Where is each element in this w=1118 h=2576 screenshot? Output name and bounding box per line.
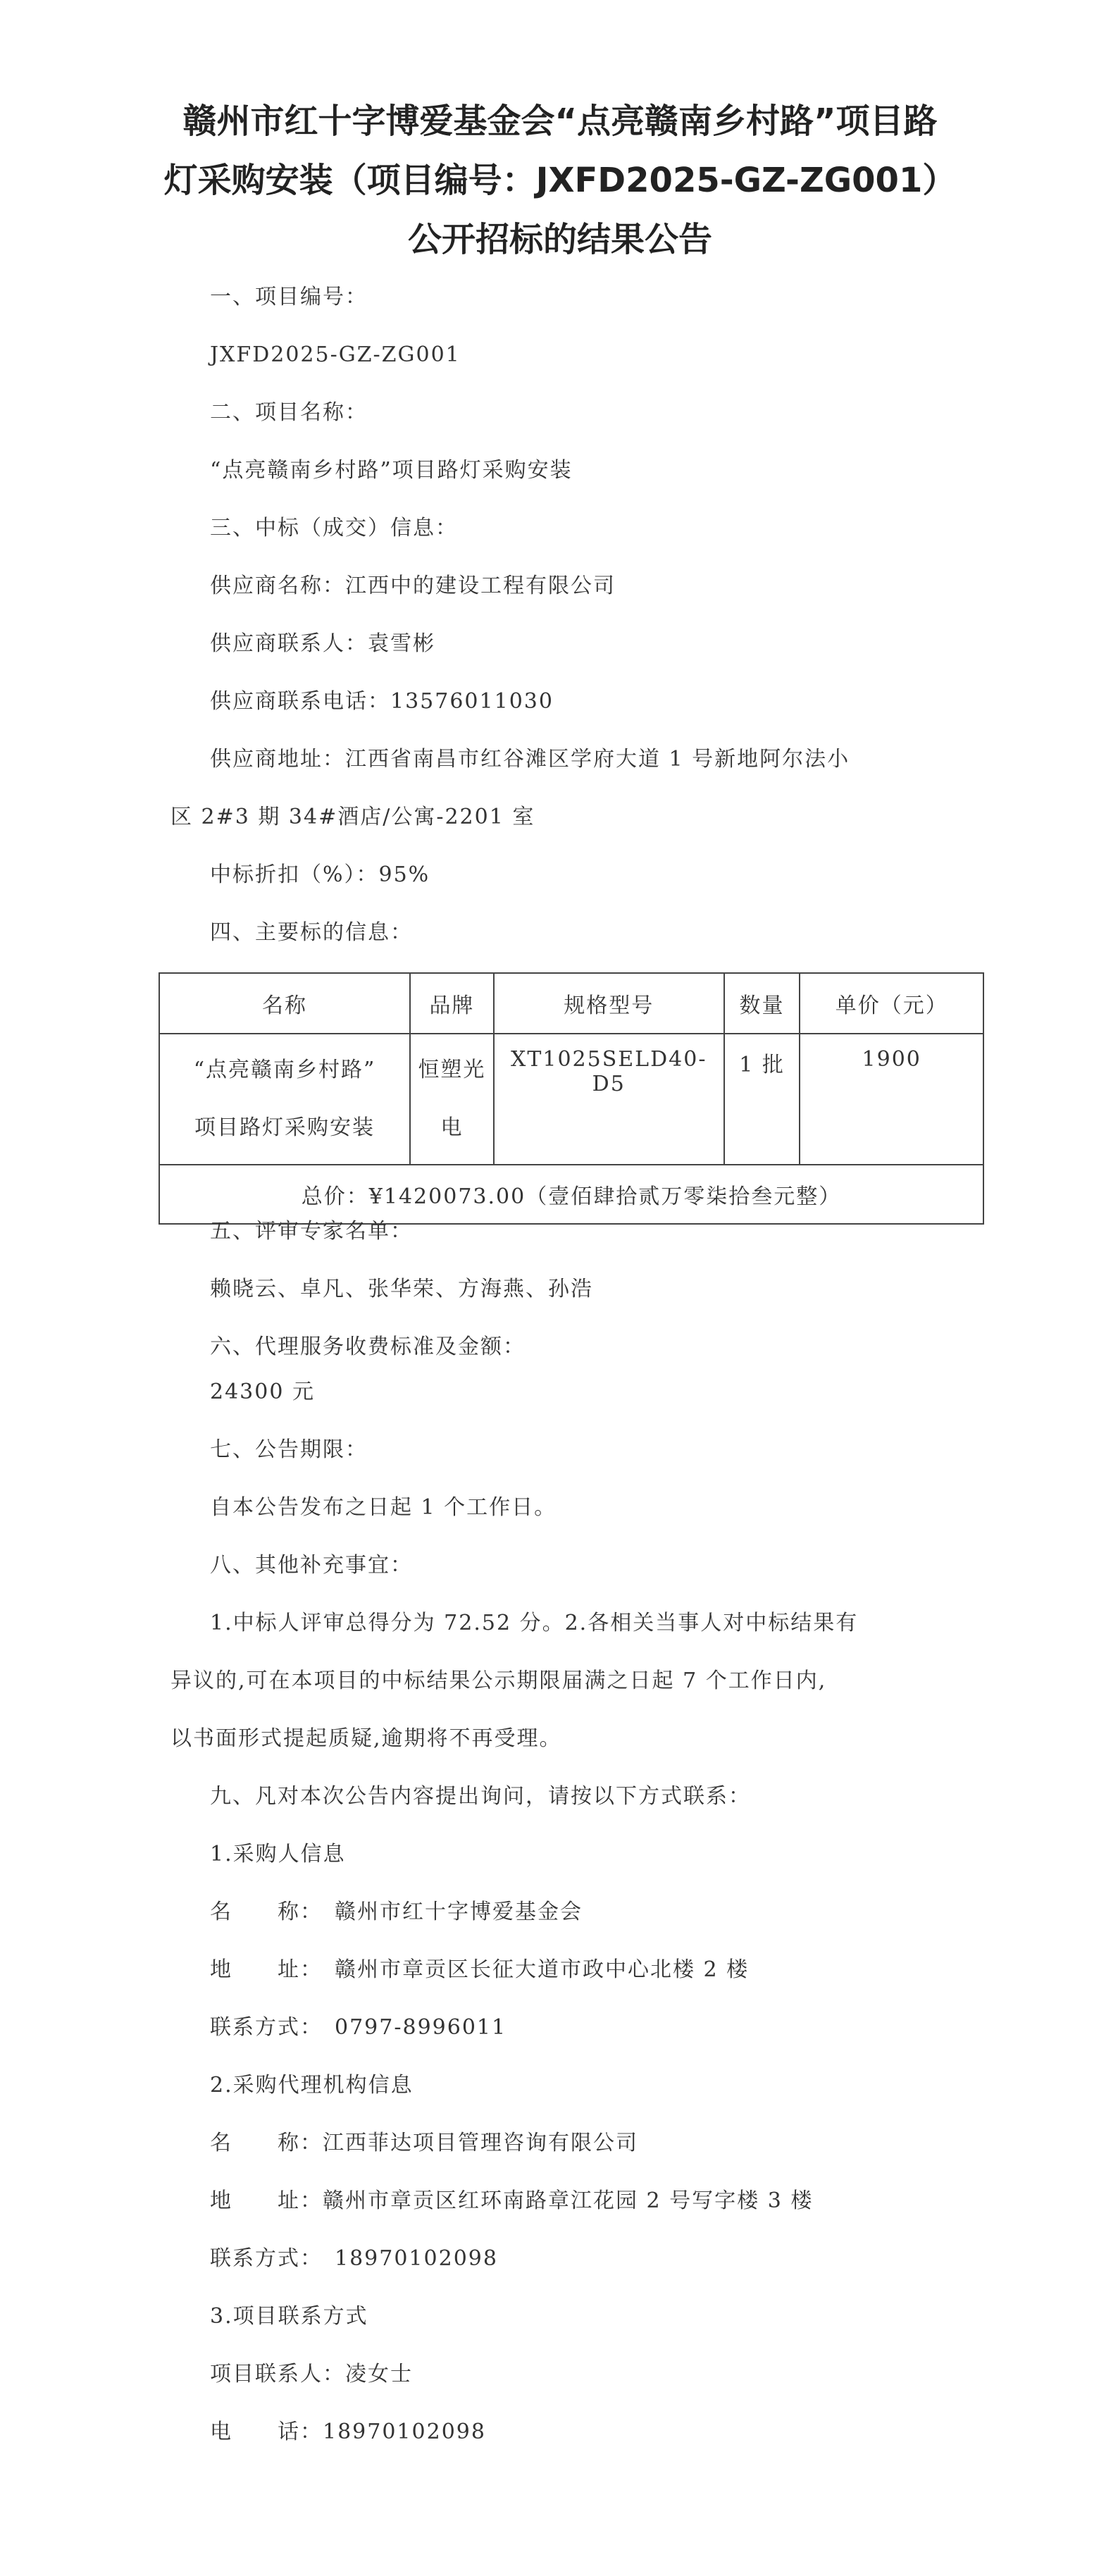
column-header-name: 名称 [159, 973, 410, 1034]
supplier-address-line-2: 区 2#3 期 34#酒店/公寓-2201 室 [170, 805, 535, 829]
document-title [106, 92, 1014, 269]
announcement-period: 自本公告发布之日起 1 个工作日。 [210, 1495, 557, 1520]
expert-list: 赖晓云、卓凡、张华荣、方海燕、孙浩 [210, 1277, 593, 1301]
item-brand-line-1: 恒塑光 [418, 1058, 486, 1082]
item-brand-cell [410, 1034, 494, 1165]
column-header-unit-price: 单价（元） [800, 973, 983, 1034]
main-items-table [159, 972, 984, 1225]
item-name-line-1: “点亮赣南乡村路” [193, 1058, 376, 1082]
table-total-row [159, 1165, 983, 1224]
column-header-quantity: 数量 [724, 973, 800, 1034]
column-header-model: 规格型号 [494, 973, 724, 1034]
buyer-contact: 联系方式： 0797-8996011 [210, 2015, 507, 2040]
item-quantity-cell: 1 批 [724, 1034, 800, 1165]
table-row [159, 1034, 983, 1165]
item-name-cell [159, 1034, 410, 1165]
agency-name: 名 称：江西菲达项目管理咨询有限公司 [210, 2131, 638, 2155]
supplier-phone: 供应商联系电话：13576011030 [210, 689, 554, 714]
buyer-name: 名 称： 赣州市红十字博爱基金会 [210, 1900, 583, 1924]
item-unit-price-cell: 1900 [800, 1034, 983, 1165]
buyer-info-heading: 1.采购人信息 [210, 1842, 346, 1866]
section-7-heading: 七、公告期限： [210, 1437, 368, 1462]
item-name-line-2: 项目路灯采购安装 [194, 1115, 375, 1140]
item-brand-line-2: 电 [440, 1115, 464, 1140]
agency-fee: 24300 元 [210, 1380, 315, 1404]
section-4-heading: 四、主要标的信息： [210, 920, 413, 945]
section-6-heading: 六、代理服务收费标准及金额： [210, 1335, 526, 1359]
agency-info-heading: 2.采购代理机构信息 [210, 2073, 414, 2098]
section-9-heading: 九、凡对本次公告内容提出询问，请按以下方式联系： [210, 1784, 751, 1809]
supplier-contact: 供应商联系人：袁雪彬 [210, 631, 435, 656]
table-header-row [159, 973, 983, 1034]
agency-contact: 联系方式： 18970102098 [210, 2246, 498, 2271]
section-1-heading: 一、项目编号： [210, 285, 368, 309]
supplement-line-2: 异议的,可在本项目的中标结果公示期限届满之日起 7 个工作日内, [170, 1668, 827, 1693]
supplier-name: 供应商名称：江西中的建设工程有限公司 [210, 574, 616, 598]
agency-address: 地 址：赣州市章贡区红环南路章江花园 2 号写字楼 3 楼 [210, 2188, 814, 2213]
supplier-address-line-1: 供应商地址：江西省南昌市红谷滩区学府大道 1 号新地阿尔法小 [210, 747, 850, 772]
project-contact-person: 项目联系人：凌女士 [210, 2362, 413, 2386]
winning-discount: 中标折扣（%）：95% [210, 862, 430, 887]
section-2-heading: 二、项目名称： [210, 400, 368, 425]
total-price: 总价：¥1420073.00（壹佰肆拾贰万零柒拾叁元整） [159, 1165, 983, 1224]
section-3-heading: 三、中标（成交）信息： [210, 516, 458, 540]
item-model-cell: XT1025SELD40-D5 [494, 1034, 724, 1165]
project-contact-heading: 3.项目联系方式 [210, 2304, 368, 2329]
section-5-heading: 五、评审专家名单： [210, 1219, 413, 1244]
project-number: JXFD2025-GZ-ZG001 [210, 342, 461, 367]
buyer-address: 地 址： 赣州市章贡区长征大道市政中心北楼 2 楼 [210, 1957, 750, 1982]
supplement-line-3: 以书面形式提起质疑,逾期将不再受理。 [170, 1726, 562, 1751]
project-contact-phone: 电 话：18970102098 [210, 2420, 486, 2444]
title-line-1: 赣州市红十字博爱基金会“点亮赣南乡村路”项目路 [182, 101, 938, 141]
title-line-3: 公开招标的结果公告 [407, 220, 712, 259]
supplement-line-1: 1.中标人评审总得分为 72.52 分。2.各相关当事人对中标结果有 [210, 1611, 859, 1635]
column-header-brand: 品牌 [410, 973, 494, 1034]
section-8-heading: 八、其他补充事宜： [210, 1553, 413, 1578]
title-line-2: 灯采购安装（项目编号：JXFD2025-GZ-ZG001） [163, 161, 957, 200]
project-name: “点亮赣南乡村路”项目路灯采购安装 [210, 458, 573, 483]
